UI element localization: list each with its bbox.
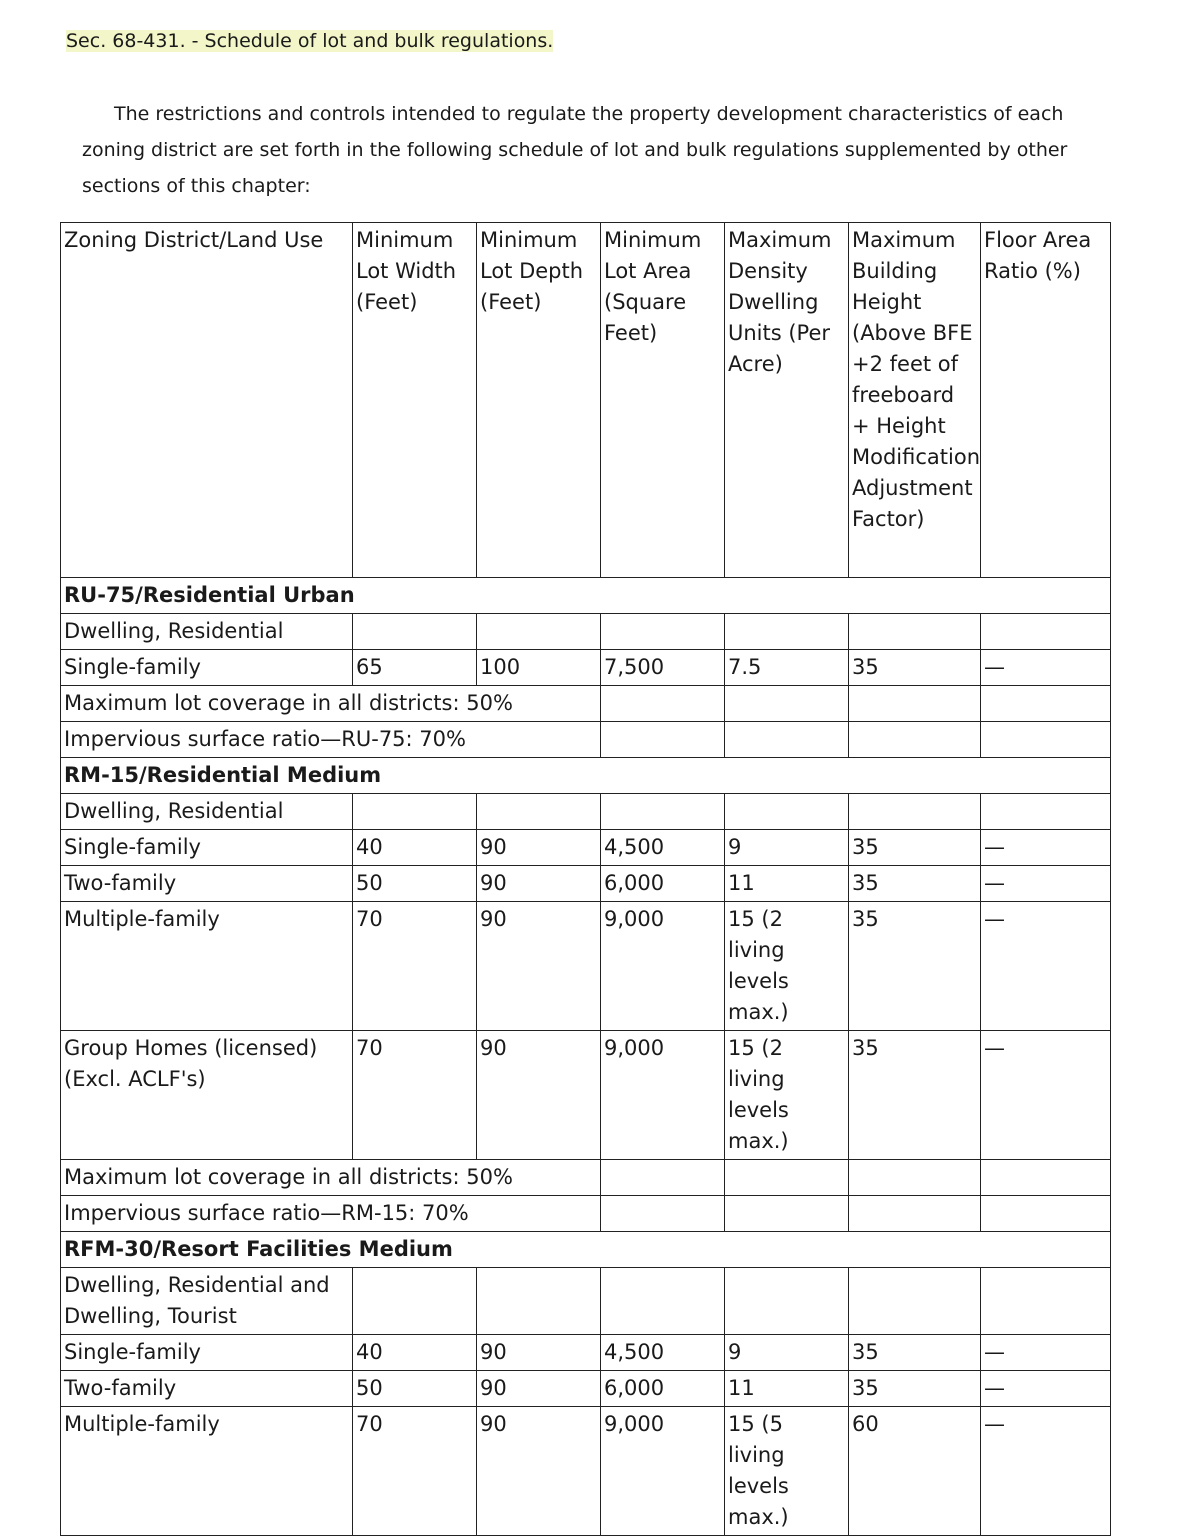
table-row: Single-family 40 90 4,500 9 35 — (61, 1335, 1111, 1371)
header-cell: Minimum Lot Area (Square Feet) (601, 223, 725, 578)
land-use-subheader: Dwelling, Residential (61, 794, 1111, 830)
lot-bulk-table (60, 222, 1111, 1536)
coverage-row: Maximum lot coverage in all districts: 50% (61, 1160, 1111, 1196)
header-cell: Minimum Lot Depth (Feet) (477, 223, 601, 578)
header-cell: Minimum Lot Width (Feet) (353, 223, 477, 578)
intro-paragraph: The restrictions and controls intended to regulate the property development characteristics of each zoning district are set forth in the following schedule of lot and bulk regulations supplemented by other sections of this chapter: (82, 103, 1068, 197)
header-cell: Floor Area Ratio (%) (981, 223, 1111, 578)
table-row: Single-family 40 90 4,500 9 35 — (61, 830, 1111, 866)
header-cell: Zoning District/Land Use (61, 223, 353, 578)
district-header: RM-15/Residential Medium (61, 758, 1111, 794)
table-row: Multiple-family 70 90 9,000 15 (5 living levels max.) 60 — (61, 1407, 1111, 1536)
table-row: Single-family 65 100 7,500 7.5 35 — (61, 650, 1111, 686)
district-header: RFM-30/Resort Facilities Medium (61, 1232, 1111, 1268)
section-title: Sec. 68-431. - Schedule of lot and bulk regulations. (66, 30, 554, 52)
land-use-subheader: Dwelling, Residential (61, 614, 1111, 650)
table-row: Two-family 50 90 6,000 11 35 — (61, 1371, 1111, 1407)
header-row (61, 223, 1111, 578)
table-row: Multiple-family 70 90 9,000 15 (2 living levels max.) 35 — (61, 902, 1111, 1031)
impervious-row: Impervious surface ratio—RU-75: 70% (61, 722, 1111, 758)
table-row: Two-family 50 90 6,000 11 35 — (61, 866, 1111, 902)
coverage-row: Maximum lot coverage in all districts: 50% (61, 686, 1111, 722)
table-row: Group Homes (licensed) (Excl. ACLF's) 70 90 9,000 15 (2 living levels max.) 35 — (61, 1031, 1111, 1160)
header-cell: Maximum Density Dwelling Units (Per Acre) (725, 223, 849, 578)
district-header: RU-75/Residential Urban (61, 578, 1111, 614)
header-cell: Maximum Building Height (Above BFE +2 feet of freeboard + Height Modification Adjustment Factor) (849, 223, 981, 578)
land-use-subheader: Dwelling, Residential and Dwelling, Tourist (61, 1268, 1111, 1335)
impervious-row: Impervious surface ratio—RM-15: 70% (61, 1196, 1111, 1232)
